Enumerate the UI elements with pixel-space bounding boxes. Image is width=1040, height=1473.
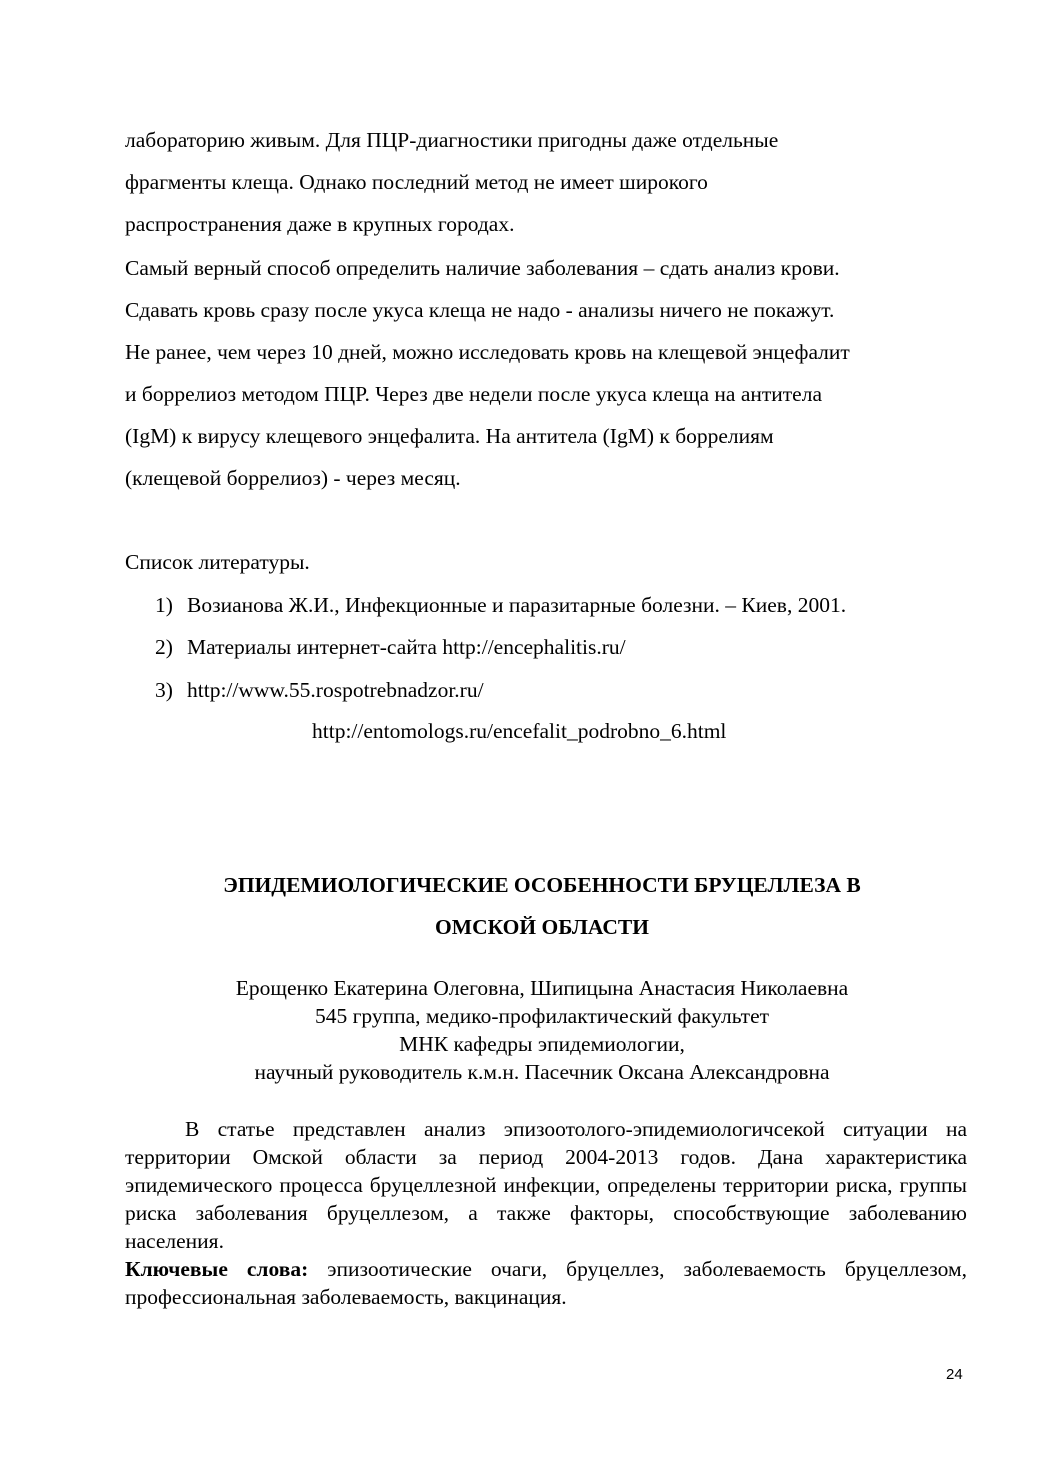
body-line: лабораторию живым. Для ПЦР-диагностики пригодны даже отдельные: [125, 128, 779, 152]
reference-number: 1): [155, 593, 173, 617]
body-line: (клещевой боррелиоз) - через месяц.: [125, 466, 461, 490]
reference-number: 2): [155, 635, 173, 659]
reference-text: Материалы интернет-сайта http://encephalitis.ru/: [187, 635, 626, 659]
article-supervisor: научный руководитель к.м.н. Пасечник Оксана Александровна: [254, 1060, 830, 1084]
reference-continuation: http://entomologs.ru/encefalit_podrobno_6.html: [312, 719, 727, 743]
reference-item: [155, 593, 846, 618]
reference-text: Возианова Ж.И., Инфекционные и паразитарные болезни. – Киев, 2001.: [187, 593, 847, 617]
article-authors: Ерощенко Екатерина Олеговна, Шипицына Анастасия Николаевна: [235, 976, 849, 1000]
references-title: Список литературы.: [125, 550, 310, 574]
body-line: (IgM) к вирусу клещевого энцефалита. На антитела (IgM) к боррелиям: [125, 424, 774, 448]
reference-text: http://www.55.rospotrebnadzor.ru/: [187, 678, 484, 702]
article-abstract: В статье представлен анализ эпизоотолого-эпидемиологичсекой ситуации на территории Омской области за период 2004-2013 годов. Дана характеристика эпидемического процесса бруцеллезной инфекции, определены территории риска, группы риска заболевания бруцеллезом, а также факторы, способствующие заболеванию населения.: [125, 1117, 967, 1253]
article-abstract-block: [125, 1115, 967, 1311]
body-line: распространения даже в крупных городах.: [125, 212, 515, 236]
page-number: 24: [946, 1366, 963, 1383]
article-title-line-2: ОМСКОЙ ОБЛАСТИ: [435, 915, 649, 939]
body-line: Не ранее, чем через 10 дней, можно исследовать кровь на клещевой энцефалит: [125, 340, 850, 364]
keywords-label: Ключевые слова:: [125, 1257, 309, 1281]
body-line: и боррелиоз методом ПЦР. Через две недели после укуса клеща на антитела: [125, 382, 822, 406]
reference-item: [155, 678, 484, 703]
body-line: Сдавать кровь сразу после укуса клеща не надо - анализы ничего не покажут.: [125, 298, 835, 322]
reference-number: 3): [155, 678, 173, 702]
body-line: фрагменты клеща. Однако последний метод не имеет широкого: [125, 170, 708, 194]
body-line: Самый верный способ определить наличие заболевания – сдать анализ крови.: [125, 256, 840, 280]
keywords-text: эпизоотические очаги, бруцеллез, заболеваемость бруцеллезом, профессиональная заболеваемость, вакцинация.: [125, 1257, 967, 1309]
article-department: МНК кафедры эпидемиологии,: [399, 1032, 685, 1056]
reference-item: [155, 635, 626, 660]
article-group: 545 группа, медико-профилактический факультет: [314, 1004, 770, 1028]
article-keywords: [125, 1255, 967, 1311]
article-title-line-1: ЭПИДЕМИОЛОГИЧЕСКИЕ ОСОБЕННОСТИ БРУЦЕЛЛЕЗА В: [223, 873, 861, 897]
